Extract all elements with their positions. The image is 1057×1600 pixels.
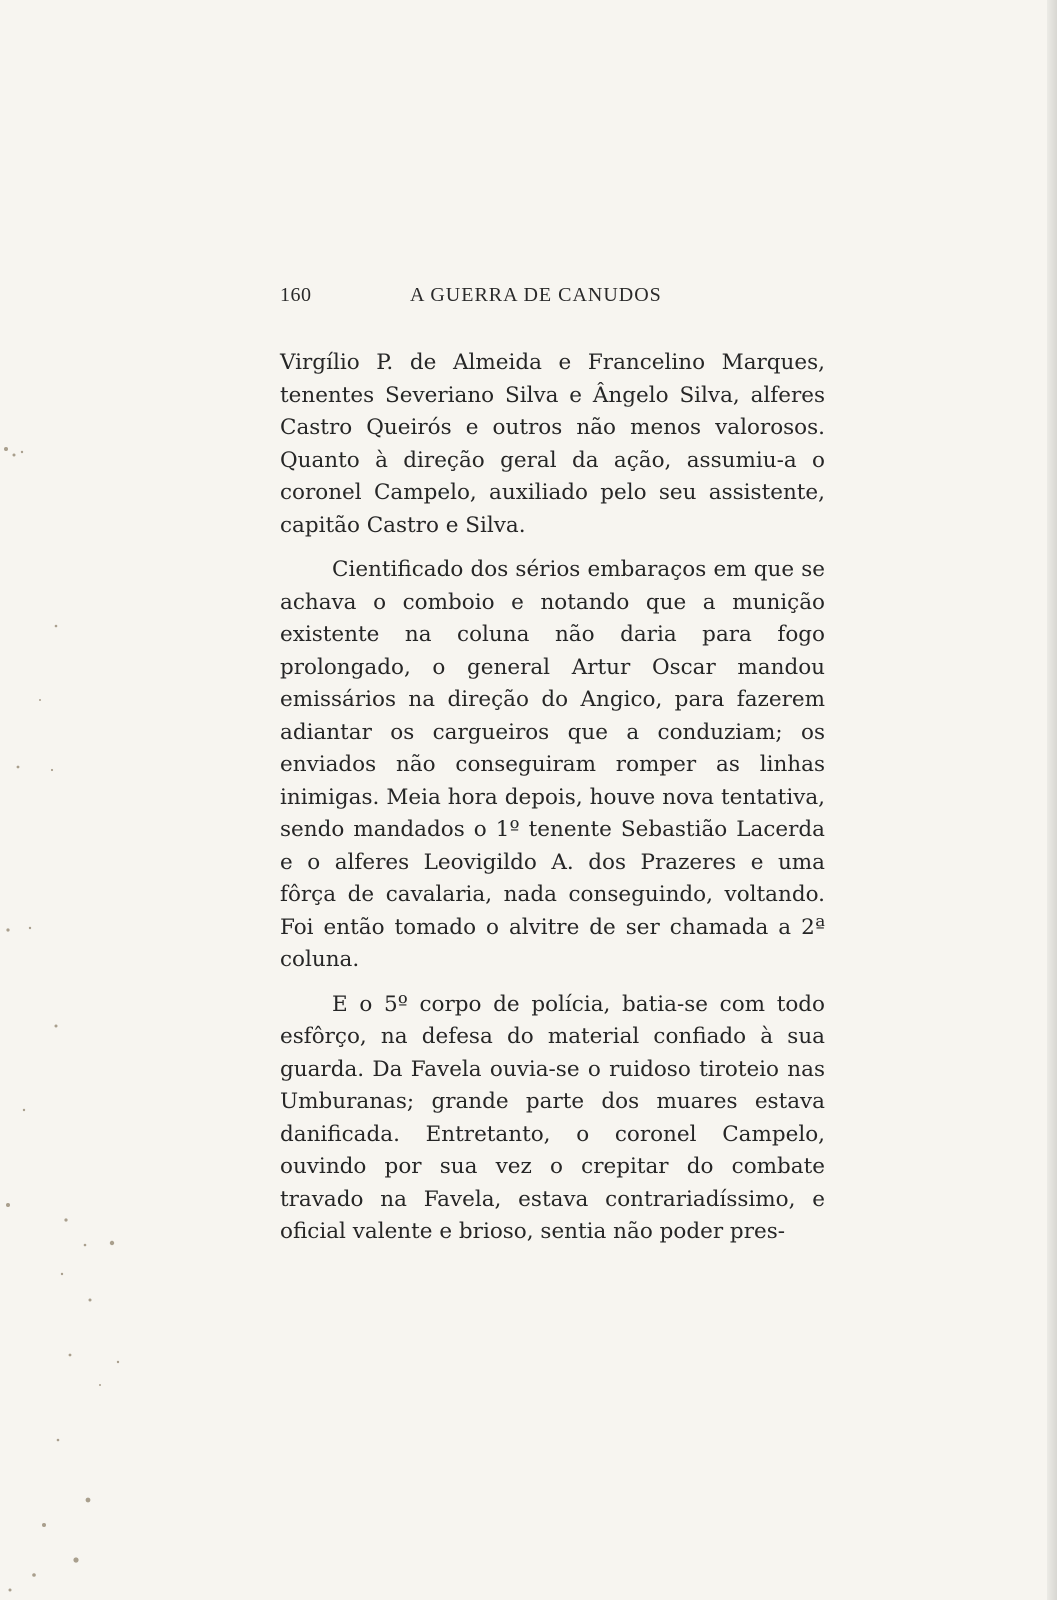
running-header — [280, 284, 825, 314]
paragraph-1: Virgílio P. de Almeida e Francelino Marques, tenentes Severiano Silva e Ângelo Silva, alferes Castro Queirós e outros não menos valorosos. Quanto à direção geral da ação, assumiu-a o coronel Campelo, auxiliado pelo seu assistente, capitão Castro e Silva. — [280, 350, 825, 538]
paper-foxing-specks — [0, 0, 220, 1600]
page-number: 160 — [280, 284, 312, 306]
page-edge-shadow — [1047, 0, 1057, 1600]
paragraph-gap — [280, 977, 825, 989]
running-title: A GUERRA DE CANUDOS — [410, 284, 662, 306]
body-text — [280, 347, 825, 1249]
paragraph-2: Cientificado dos sérios embaraços em que se achava o comboio e notando que a munição existente na coluna não daria para fogo prolongado, o general Artur Oscar mandou emissários na direção do Angico, para fazerem adiantar os cargueiros que a conduziam; os enviados não conseguiram romper as linhas inimigas. Meia hora depois, houve nova tentativa, sendo mandados o 1º tenente Sebastião Lacerda e o alferes Leovigildo A. dos Prazeres e uma fôrça de cavalaria, nada conseguindo, voltando. Foi então tomado o alvitre de ser chamada a 2ª coluna. — [280, 557, 825, 972]
paragraph-gap — [280, 542, 825, 554]
paragraph-3: E o 5º corpo de polícia, batia-se com todo esfôrço, na defesa do material confiado à sua guarda. Da Favela ouvia-se o ruidoso tiroteio nas Umburanas; grande parte dos muares estava danificada. Entretanto, o coronel Campelo, ouvindo por sua vez o crepitar do combate travado na Favela, estava contrariadíssimo, e oficial valente e brioso, sentia não poder pres- — [280, 991, 825, 1244]
